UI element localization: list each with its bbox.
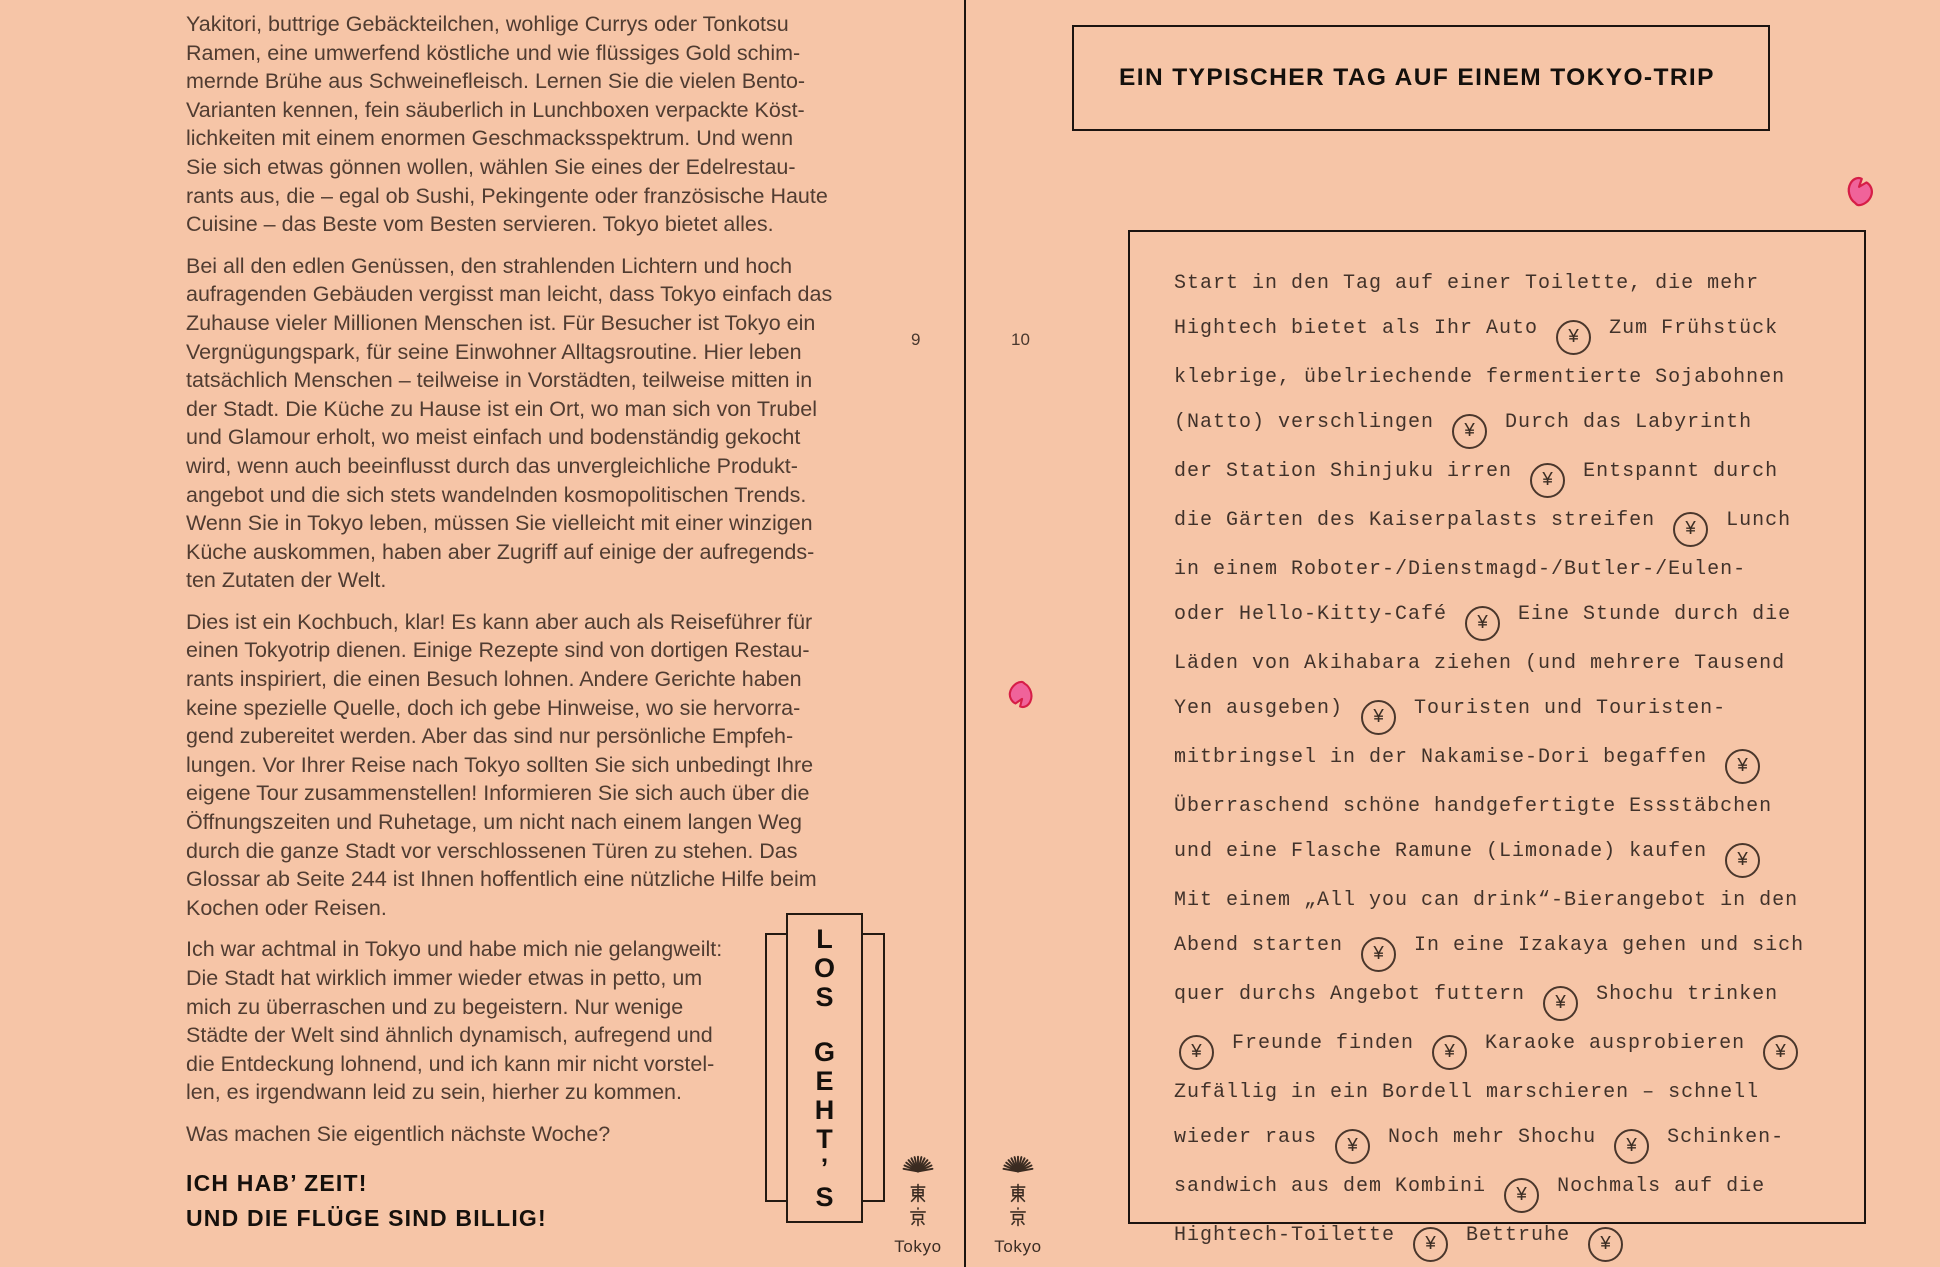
yen-circle-icon: ¥ xyxy=(1543,986,1578,1021)
shell-icon xyxy=(999,1143,1037,1176)
page-number-9: 9 xyxy=(911,330,921,349)
itinerary-line: Hightech-Toilette ¥ Bettruhe ¥ xyxy=(1174,1213,1834,1262)
itinerary-line: der Station Shinjuku irren ¥ Entspannt durch xyxy=(1174,449,1834,498)
itinerary-box xyxy=(1128,230,1866,1255)
yen-circle-icon: ¥ xyxy=(1588,1227,1623,1262)
itinerary-line: Yen ausgeben) ¥ Touristen und Touristen- xyxy=(1174,686,1834,735)
yen-circle-icon: ¥ xyxy=(1504,1178,1539,1213)
kanji-tokyo-east-icon xyxy=(1007,1182,1029,1204)
los-gehts-banner xyxy=(786,913,863,1223)
yen-circle-icon: ¥ xyxy=(1556,320,1591,355)
yen-circle-icon: ¥ xyxy=(1179,1035,1214,1070)
itinerary-line: Abend starten ¥ In eine Izakaya gehen und sich xyxy=(1174,923,1834,972)
yen-circle-icon: ¥ xyxy=(1614,1129,1649,1164)
banner-letter: O xyxy=(813,952,835,983)
itinerary-line: oder Hello-Kitty-Café ¥ Eine Stunde durch die xyxy=(1174,592,1834,641)
kanji-tokyo-capital-icon xyxy=(1007,1206,1029,1228)
banner-letter: G xyxy=(813,1036,835,1067)
cherry-petal-icon xyxy=(1004,677,1038,714)
yen-circle-icon: ¥ xyxy=(1335,1129,1370,1164)
itinerary-line: und eine Flasche Ramune (Limonade) kaufen ¥ xyxy=(1174,829,1834,878)
paragraph: Bei all den edlen Genüssen, den strahlenden Lichtern und hoch aufragenden Gebäuden vergisst man leicht, dass Tokyo einfach das Zuhause vieler Millionen Menschen ist. Für Besucher ist Tokyo ein Vergnügungspark, für seine Einwohner Alltagsroutine. Hier leben tatsächlich Menschen – teilweise in Vorstädten, teilweise mitten in der Stadt. Die Küche zu Hause ist ein Ort, wo man sich von Trubel und Glamour erholt, wo meist einfach und bodenständig gekocht wird, wenn auch beeinflusst durch das unvergleichliche Produkt- angebot und die sich stets wandelnden kosmopolitischen Trends. Wenn Sie in Tokyo leben, müssen Sie vielleicht mit einer winzigen Küche auskommen, haben aber Zugriff auf einige der aufregends- ten Zutaten der Welt. xyxy=(186,253,833,593)
chapter-heading: EIN TYPISCHER TAG AUF EINEM TOKYO-TRIP xyxy=(1119,64,1715,91)
itinerary-line: ¥ Freunde finden ¥ Karaoke ausprobieren ¥ xyxy=(1174,1021,1834,1070)
banner-letter: E xyxy=(815,1065,834,1096)
itinerary-line: Zufällig in ein Bordell marschieren – schnell xyxy=(1174,1081,1760,1104)
itinerary-line: (Natto) verschlingen ¥ Durch das Labyrinth xyxy=(1174,400,1834,449)
itinerary-line: Hightech bietet als Ihr Auto ¥ Zum Frühstück xyxy=(1174,306,1834,355)
banner-letter: ’ xyxy=(820,1152,829,1183)
tokyo-label: Tokyo xyxy=(894,1237,942,1256)
yen-circle-icon: ¥ xyxy=(1673,512,1708,547)
itinerary-line: Läden von Akihabara ziehen (und mehrere Tausend xyxy=(1174,652,1786,675)
paragraph: Yakitori, buttrige Gebäckteilchen, wohlige Currys oder Tonkotsu Ramen, eine umwerfend köstliche und wie flüssiges Gold schim- mernde Brühe aus Schweinefleisch. Lernen Sie die vielen Bento- Varianten kennen, fein säuberlich in Lunchboxen verpackte Köst- lichkeiten mit einem enormen Geschmacksspektrum. Und wenn Sie sich etwas gönnen wollen, wählen Sie eines der Edelrestau- rants aus, die – egal ob Sushi, Pekingente oder französische Haute Cuisine – das Beste vom Besten servieren. Tokyo bietet alles. xyxy=(186,12,828,237)
itinerary-line: sandwich aus dem Kombini ¥ Nochmals auf die xyxy=(1174,1164,1834,1213)
page-gutter-line xyxy=(964,0,966,1267)
yen-circle-icon: ¥ xyxy=(1763,1035,1798,1070)
banner-letter: S xyxy=(815,981,834,1012)
itinerary-line: Mit einem „All you can drink“-Bierangebot in den xyxy=(1174,889,1799,912)
closing-line-2: UND DIE FLÜGE SIND BILLIG! xyxy=(186,1204,547,1231)
shell-icon xyxy=(899,1143,937,1176)
yen-circle-icon: ¥ xyxy=(1452,414,1487,449)
yen-circle-icon: ¥ xyxy=(1725,749,1760,784)
itinerary-line: wieder raus ¥ Noch mehr Shochu ¥ Schinken- xyxy=(1174,1115,1834,1164)
itinerary-line: klebrige, übelriechende fermentierte Sojabohnen xyxy=(1174,366,1786,389)
itinerary-line: die Gärten des Kaiserpalasts streifen ¥ Lunch xyxy=(1174,498,1834,547)
page-marker-right xyxy=(978,1143,1058,1257)
cherry-petal-icon xyxy=(1843,171,1877,209)
paragraph: Ich war achtmal in Tokyo und habe mich nie gelangweilt: Die Stadt hat wirklich immer wieder etwas in petto, um mich zu überraschen und zu begeistern. Nur wenige Städte der Welt sind ähnlich dynamisch, aufregend und die Entdeckung lohnend, und ich kann mir nicht vorstel- len, es irgendwann leid zu sein, hierher zu kommen. xyxy=(186,937,723,1105)
yen-circle-icon: ¥ xyxy=(1725,843,1760,878)
yen-circle-icon: ¥ xyxy=(1432,1035,1467,1070)
itinerary-text xyxy=(1174,261,1834,1262)
itinerary-line: quer durchs Angebot futtern ¥ Shochu trinken xyxy=(1174,972,1834,1021)
closing-question: Was machen Sie eigentlich nächste Woche? xyxy=(186,1121,611,1146)
chapter-heading-box xyxy=(1072,25,1770,131)
yen-circle-icon: ¥ xyxy=(1413,1227,1448,1262)
paragraph: Dies ist ein Kochbuch, klar! Es kann aber auch als Reiseführer für einen Tokyotrip dienen. Einige Rezepte sind von dortigen Restau- rants inspiriert, die einen Besuch lohnen. Andere Gerichte haben keine spezielle Quelle, doch ich gebe Hinweise, wo sie hervorra- gend zubereitet werden. Aber das sind nur persönliche Empfeh- lungen. Vor Ihrer Reise nach Tokyo sollten Sie sich unbedingt Ihre eigene Tour zusammenstellen! Informieren Sie sich auch über die Öffnungszeiten und Ruhetage, um nicht nach einem langen Weg durch die ganze Stadt vor verschlossenen Türen zu stehen. Das Glossar ab Seite 244 ist Ihnen hoffentlich eine nützliche Hilfe beim Kochen oder Reisen. xyxy=(186,609,817,920)
yen-circle-icon: ¥ xyxy=(1465,606,1500,641)
yen-circle-icon: ¥ xyxy=(1361,937,1396,972)
itinerary-line: mitbringsel in der Nakamise-Dori begaffen ¥ xyxy=(1174,735,1834,784)
itinerary-line: Start in den Tag auf einer Toilette, die mehr xyxy=(1174,272,1760,295)
yen-circle-icon: ¥ xyxy=(1361,700,1396,735)
page-number-10: 10 xyxy=(1011,330,1030,349)
banner-letter: L xyxy=(816,923,833,954)
banner-letter: H xyxy=(814,1094,835,1125)
kanji-tokyo-capital-icon xyxy=(907,1206,929,1228)
banner-letters xyxy=(814,925,835,1212)
page-marker-left xyxy=(878,1143,958,1257)
kanji-tokyo-east-icon xyxy=(907,1182,929,1204)
banner-letter: T xyxy=(816,1123,833,1154)
yen-circle-icon: ¥ xyxy=(1530,463,1565,498)
itinerary-line: Überraschend schöne handgefertigte Essstäbchen xyxy=(1174,795,1773,818)
tokyo-label: Tokyo xyxy=(994,1237,1042,1256)
banner-letter: S xyxy=(815,1181,834,1212)
itinerary-line: in einem Roboter-/Dienstmagd-/Butler-/Eulen- xyxy=(1174,558,1747,581)
closing-line-1: ICH HAB’ ZEIT! xyxy=(186,1169,368,1196)
